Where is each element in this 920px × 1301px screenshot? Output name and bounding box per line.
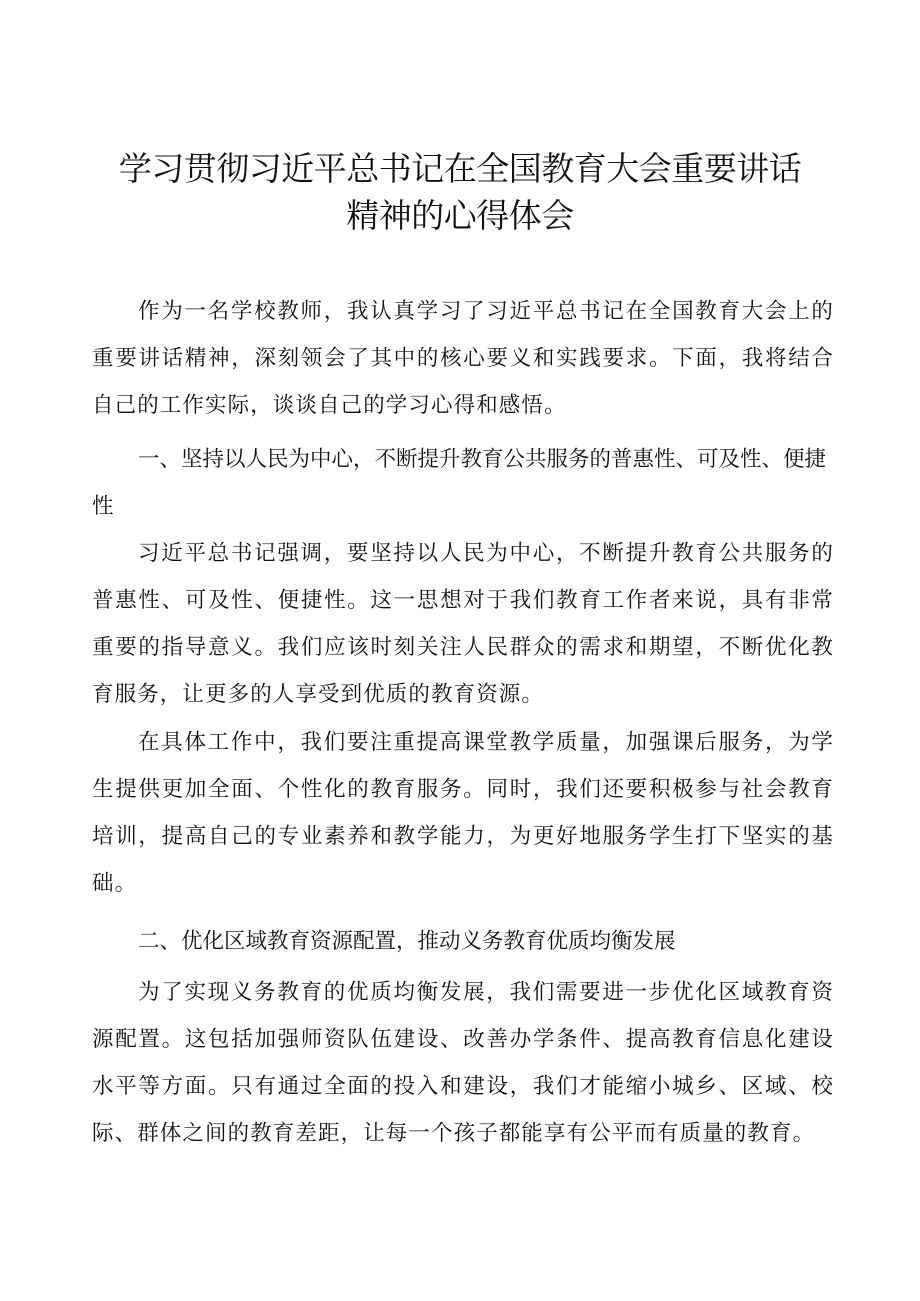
document-title-line-1: 学习贯彻习近平总书记在全国教育大会重要讲话 bbox=[118, 149, 802, 188]
intro-paragraph: 作为一名学校教师，我认真学习了习近平总书记在全国教育大会上的重要讲话精神，深刻领会了其中的核心要义和实践要求。下面，我将结合自己的工作实际，谈谈自己的学习心得和感悟。 bbox=[92, 299, 834, 418]
document-title-line-2: 精神的心得体会 bbox=[346, 196, 574, 235]
section-2-heading: 二、优化区域教育资源配置，推动义务教育优质均衡发展 bbox=[138, 929, 676, 954]
section-2-paragraph-1: 为了实现义务教育的优质均衡发展，我们需要进一步优化区域教育资源配置。这包括加强师资队伍建设、改善办学条件、提高教育信息化建设水平等方面。只有通过全面的投入和建设，我们才能缩小城乡、区域、校际、群体之间的教育差距，让每一个孩子都能享有公平而有质量的教育。 bbox=[92, 980, 834, 1146]
section-1-paragraph-2: 在具体工作中，我们要注重提高课堂教学质量，加强课后服务，为学生提供更加全面、个性化的教育服务。同时，我们还要积极参与社会教育培训，提高自己的专业素养和教学能力，为更好地服务学生打下坚实的基础。 bbox=[92, 730, 834, 896]
section-1-heading: 一、坚持以人民为中心，不断提升教育公共服务的普惠性、可及性、便捷性 bbox=[92, 447, 827, 519]
section-1-paragraph-1: 习近平总书记强调，要坚持以人民为中心，不断提升教育公共服务的普惠性、可及性、便捷性。这一思想对于我们教育工作者来说，具有非常重要的指导意义。我们应该时刻关注人民群众的需求和期望，不断优化教育服务，让更多的人享受到优质的教育资源。 bbox=[92, 541, 834, 707]
